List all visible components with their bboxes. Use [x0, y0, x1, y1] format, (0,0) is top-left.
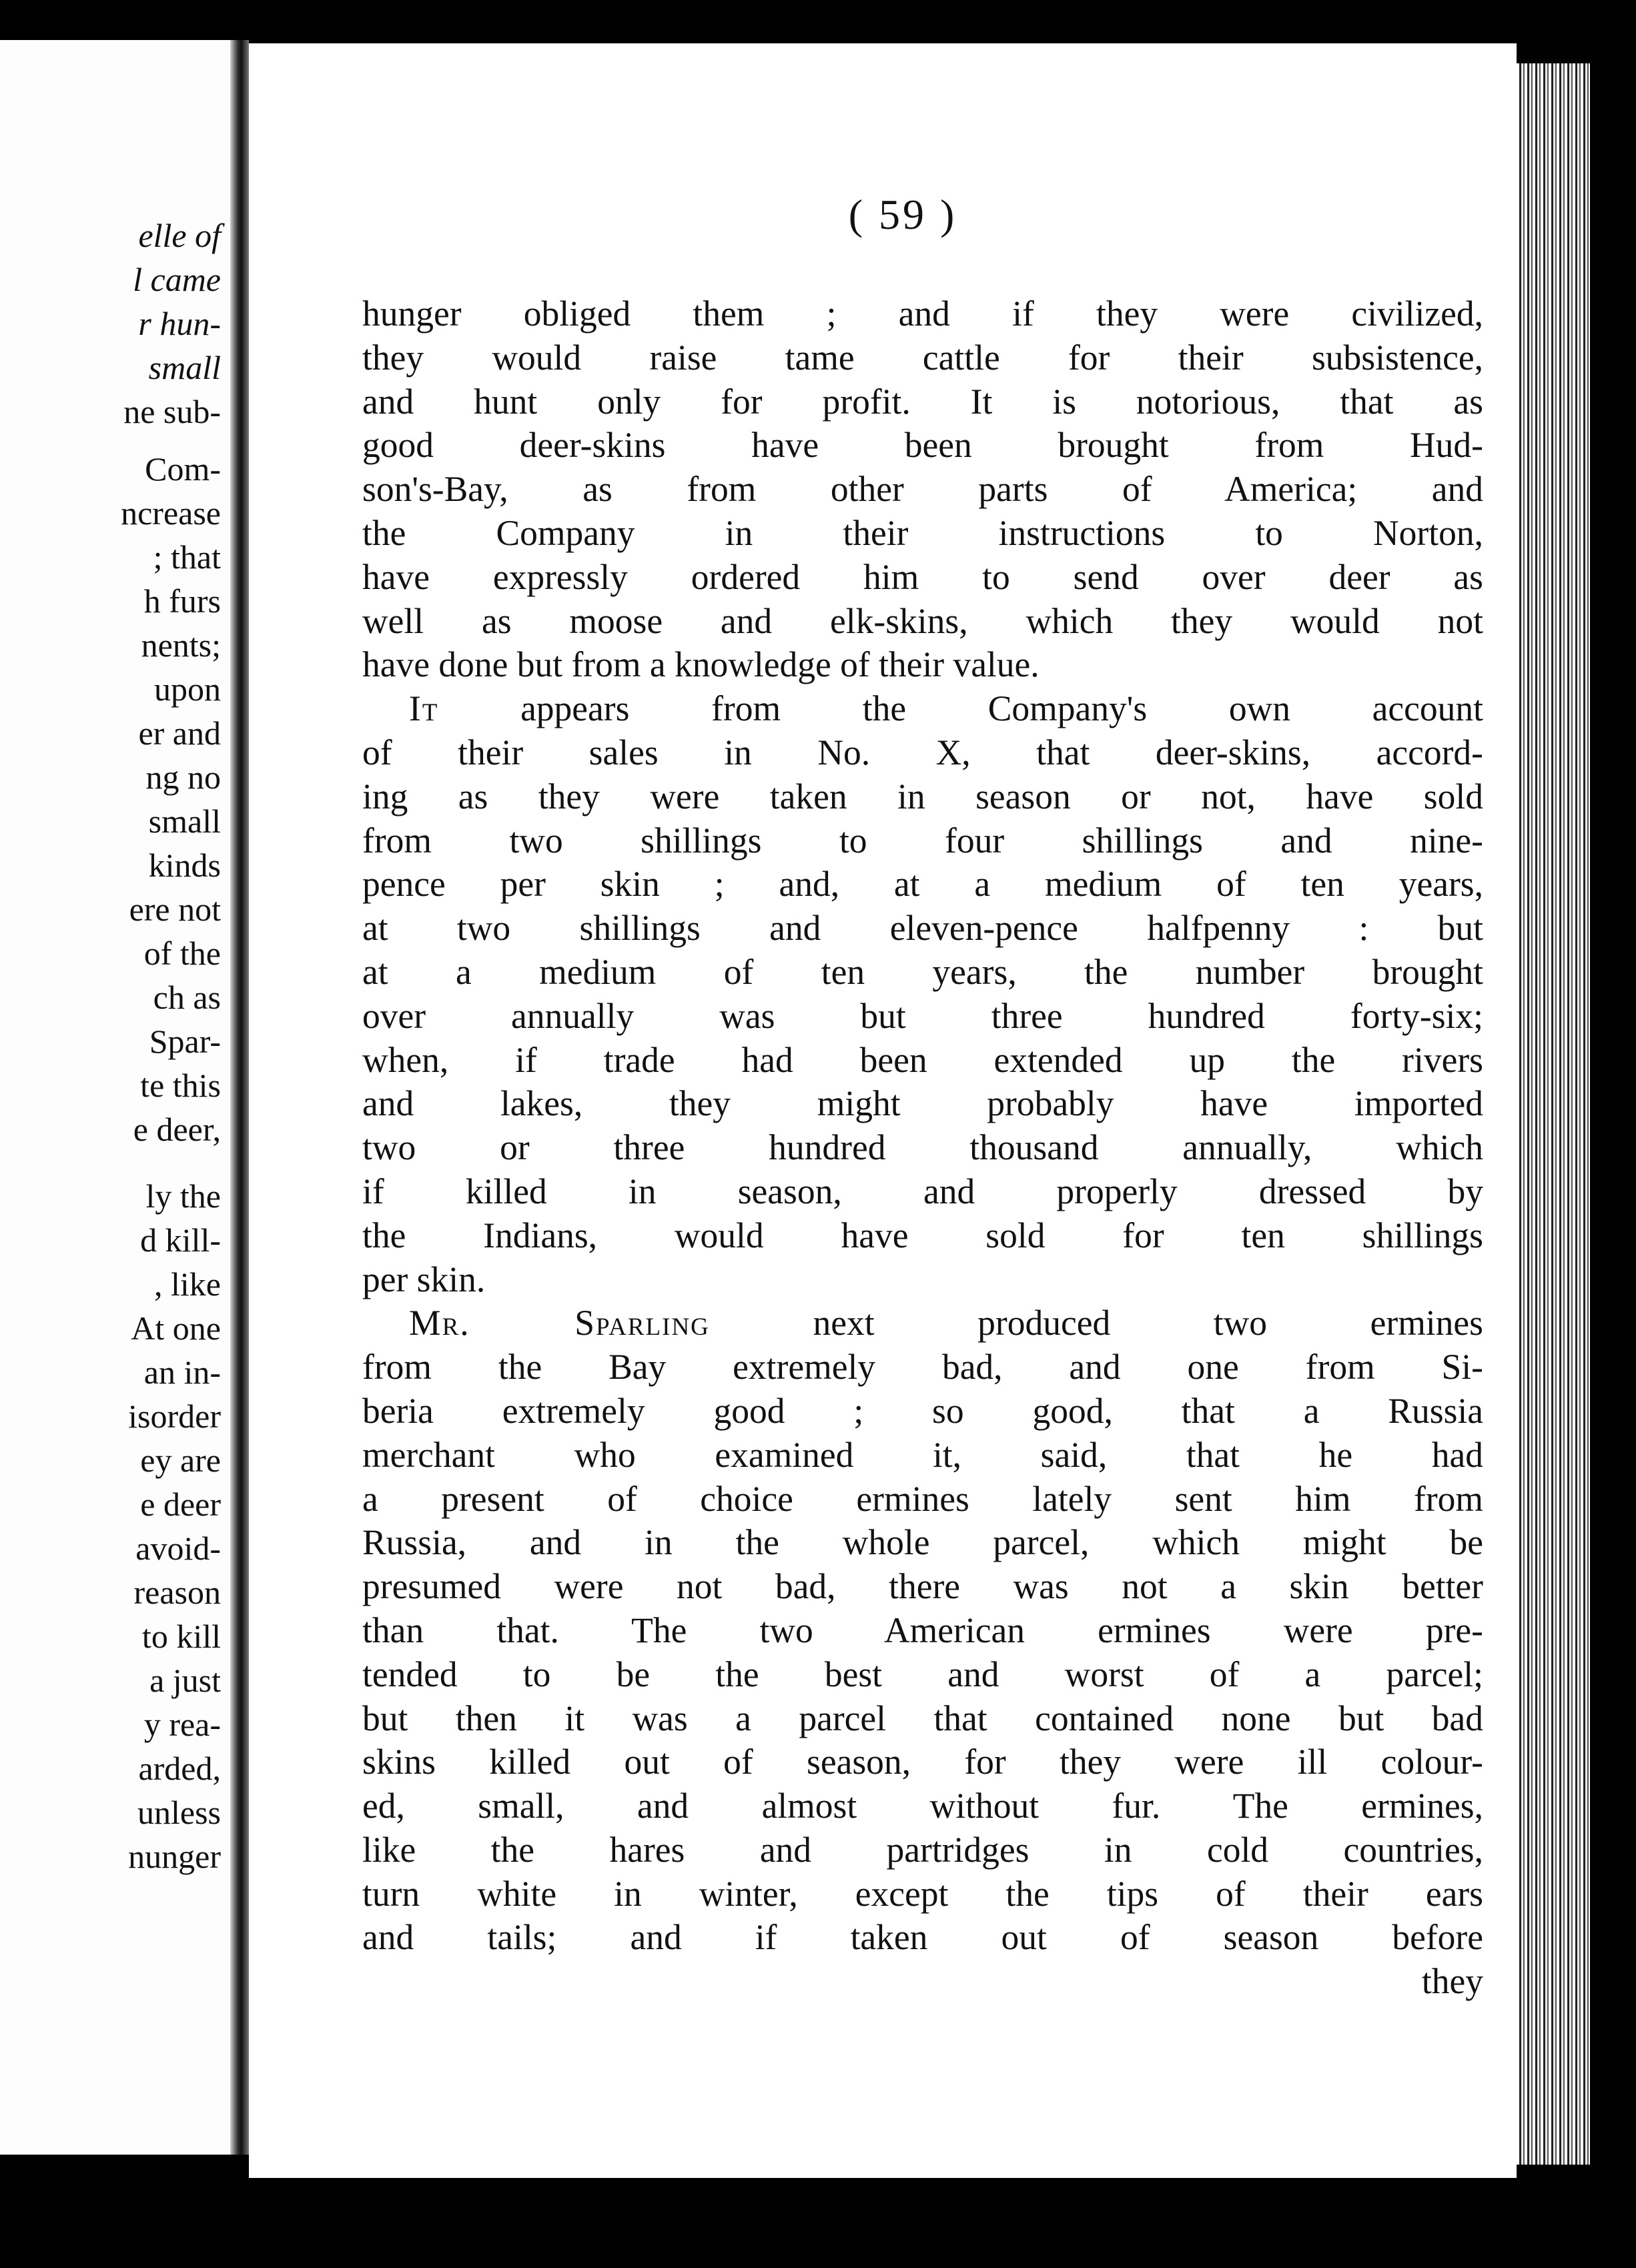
text-line: have done but from a knowledge of their value.: [362, 644, 1040, 685]
left-page-line: ng no: [145, 758, 221, 796]
left-page-line: te this: [140, 1067, 221, 1104]
text-line: at a medium of ten years, the number brought: [362, 951, 1483, 992]
text-line: when, if trade had been extended up the rivers: [362, 1039, 1483, 1080]
text-line: than that. The two American ermines were pre-: [362, 1610, 1483, 1650]
body-text: [362, 292, 1483, 2004]
text-line: two or three hundred thousand annually, which: [362, 1127, 1483, 1168]
text-line: over annually was but three hundred forty-six;: [362, 995, 1483, 1036]
left-page-line: unless: [137, 1794, 221, 1831]
text-line: It appears from the Company's own account: [409, 688, 1483, 729]
catchword: they: [1421, 1961, 1483, 2002]
text-line: skins killed out of season, for they were ill colour-: [362, 1742, 1483, 1782]
text-line: well as moose and elk-skins, which they would not: [362, 600, 1483, 641]
text-line: merchant who examined it, said, that he had: [362, 1434, 1483, 1475]
left-page-line: , like: [154, 1265, 221, 1303]
text-line: son's-Bay, as from other parts of America; and: [362, 469, 1483, 510]
left-page-line: an in-: [143, 1353, 221, 1391]
facing-page-left: [0, 40, 230, 2155]
page-number: ( 59 ): [848, 191, 957, 238]
text-line: from two shillings to four shillings and nine-: [362, 820, 1483, 861]
text-line: ed, small, and almost without fur. The ermines,: [362, 1786, 1483, 1826]
left-page-line: to kill: [141, 1618, 221, 1655]
left-page-line: of the: [143, 935, 221, 972]
text-line: but then it was a parcel that contained none but bad: [362, 1698, 1483, 1738]
text-line: have expressly ordered him to send over deer as: [362, 556, 1483, 597]
left-page-line: h furs: [143, 582, 221, 620]
left-page-line: ; that: [153, 538, 221, 576]
text-line: like the hares and partridges in cold countries,: [362, 1829, 1483, 1870]
left-page-line: e deer,: [133, 1111, 221, 1148]
left-page-line: Com-: [145, 450, 221, 488]
book-page: [249, 43, 1517, 2178]
text-line: from the Bay extremely bad, and one from Si-: [362, 1347, 1483, 1387]
left-page-line: ne sub-: [123, 393, 221, 430]
left-page-line: avoid-: [135, 1530, 221, 1567]
text-line: hunger obliged them ; and if they were civilized,: [362, 294, 1483, 334]
left-page-line: At one: [131, 1309, 221, 1347]
left-page-line: nents;: [141, 626, 221, 664]
text-line: good deer-skins have been brought from Hud-: [362, 425, 1483, 466]
book-gutter: [230, 40, 249, 2155]
left-page-line: small: [148, 349, 221, 386]
left-page-line: er and: [138, 714, 221, 752]
text-line: they would raise tame cattle for their subsistence,: [362, 337, 1483, 378]
left-page-line: Spar-: [149, 1023, 221, 1060]
text-line: the Indians, would have sold for ten shillings: [362, 1215, 1483, 1255]
text-line: tended to be the best and worst of a parcel;: [362, 1654, 1483, 1694]
text-line: and tails; and if taken out of season before: [362, 1917, 1483, 1958]
left-page-line: kinds: [148, 846, 221, 884]
left-page-line: ey are: [140, 1442, 221, 1479]
left-page-line: nunger: [128, 1838, 221, 1875]
left-page-line: reason: [133, 1574, 221, 1611]
left-page-line: elle of: [138, 217, 221, 254]
text-line: at two shillings and eleven-pence halfpenny : but: [362, 908, 1483, 949]
left-page-line: ch as: [153, 979, 221, 1016]
text-line: the Company in their instructions to Norton,: [362, 512, 1483, 553]
left-page-line: a just: [149, 1662, 221, 1699]
text-line: turn white in winter, except the tips of their ears: [362, 1873, 1483, 1914]
left-page-line: l came: [133, 261, 221, 298]
left-page-line: small: [148, 802, 221, 840]
left-page-line: r hun-: [138, 305, 221, 342]
text-line: if killed in season, and properly dressed by: [362, 1171, 1483, 1211]
left-page-line: ere not: [129, 891, 221, 928]
page-edges: [1517, 63, 1590, 2165]
text-line: a present of choice ermines lately sent him from: [362, 1478, 1483, 1519]
text-line: and lakes, they might probably have imported: [362, 1083, 1483, 1124]
text-line: per skin.: [362, 1259, 486, 1299]
left-page-line: ly the: [145, 1177, 221, 1215]
text-line: of their sales in No. X, that deer-skins, accord-: [362, 732, 1483, 772]
text-line: and hunt only for profit. It is notorious, that as: [362, 381, 1483, 422]
text-line: Mr. Sparling next produced two ermines: [409, 1303, 1483, 1343]
left-page-line: d kill-: [140, 1221, 221, 1259]
text-line: presumed were not bad, there was not a skin better: [362, 1566, 1483, 1607]
left-page-line: e deer: [140, 1486, 221, 1523]
left-page-line: upon: [154, 670, 221, 708]
text-line: Russia, and in the whole parcel, which might be: [362, 1522, 1483, 1563]
left-page-line: ncrease: [121, 494, 221, 532]
left-page-line: isorder: [128, 1397, 221, 1435]
left-page-line: y rea-: [143, 1706, 221, 1743]
left-page-line: arded,: [138, 1750, 221, 1787]
text-line: ing as they were taken in season or not, have sold: [362, 776, 1483, 816]
text-line: beria extremely good ; so good, that a Russia: [362, 1390, 1483, 1431]
text-line: pence per skin ; and, at a medium of ten years,: [362, 864, 1483, 905]
